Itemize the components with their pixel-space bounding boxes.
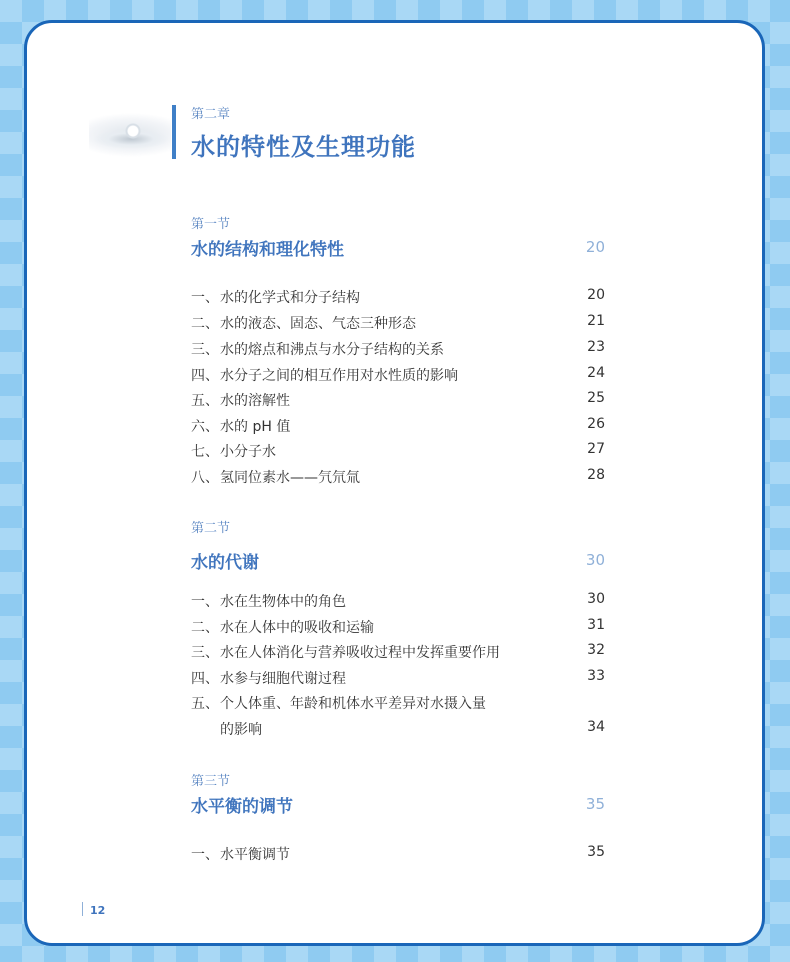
entry-number: 一、 bbox=[191, 290, 219, 306]
entry-page-number: 24 bbox=[587, 365, 605, 381]
entry-page-number: 32 bbox=[587, 642, 605, 658]
entry-number: 三、 bbox=[191, 645, 219, 661]
toc-entry[interactable] bbox=[191, 313, 605, 335]
entry-page-number: 26 bbox=[587, 416, 605, 432]
section-page-number: 30 bbox=[585, 551, 605, 569]
toc-entry[interactable] bbox=[191, 441, 605, 463]
section-label: 第一节 bbox=[191, 217, 231, 232]
entry-number: 七、 bbox=[191, 444, 219, 460]
footer-divider bbox=[82, 902, 83, 916]
entry-title: 水在人体消化与营养吸收过程中发挥重要作用 bbox=[220, 645, 500, 661]
entry-title: 水的 pH 值 bbox=[220, 419, 291, 435]
entry-number: 六、 bbox=[191, 419, 219, 435]
entry-page-number: 31 bbox=[587, 617, 605, 633]
entry-title: 个人体重、年龄和机体水平差异对水摄入量 bbox=[220, 696, 486, 712]
section-title: 水的结构和理化特性 bbox=[191, 240, 344, 260]
toc-entry-continuation[interactable] bbox=[191, 719, 605, 741]
entry-title: 氢同位素水——氕氘氚 bbox=[220, 470, 360, 486]
entry-page-number: 23 bbox=[587, 339, 605, 355]
toc-entry[interactable] bbox=[191, 467, 605, 489]
entry-title: 的影响 bbox=[220, 722, 262, 738]
toc-entry[interactable] bbox=[191, 642, 605, 664]
toc-entry[interactable] bbox=[191, 287, 605, 309]
toc-entry[interactable] bbox=[191, 591, 605, 613]
chapter-title: 水的特性及生理功能 bbox=[191, 133, 416, 161]
entry-title: 水在人体中的吸收和运输 bbox=[220, 620, 374, 636]
toc-entry[interactable] bbox=[191, 844, 605, 866]
entry-number: 四、 bbox=[191, 671, 219, 687]
entry-title: 水在生物体中的角色 bbox=[220, 594, 346, 610]
toc-entry[interactable] bbox=[191, 339, 605, 361]
toc-entry[interactable] bbox=[191, 365, 605, 387]
entry-number: 二、 bbox=[191, 620, 219, 636]
chapter-accent-bar bbox=[172, 105, 176, 159]
entry-page-number: 28 bbox=[587, 467, 605, 483]
entry-number: 八、 bbox=[191, 470, 219, 486]
entry-title: 水平衡调节 bbox=[220, 847, 290, 863]
toc-entry[interactable] bbox=[191, 668, 605, 690]
entry-title: 水的液态、固态、气态三种形态 bbox=[220, 316, 416, 332]
entry-number: 三、 bbox=[191, 342, 219, 358]
toc-entry[interactable] bbox=[191, 416, 605, 438]
chapter-header bbox=[89, 101, 489, 163]
footer-page-number: 12 bbox=[90, 904, 106, 917]
entry-title: 水分子之间的相互作用对水性质的影响 bbox=[220, 368, 458, 384]
entry-number: 四、 bbox=[191, 368, 219, 384]
entry-title: 水的化学式和分子结构 bbox=[220, 290, 360, 306]
entry-page-number: 21 bbox=[587, 313, 605, 329]
entry-title: 水的溶解性 bbox=[220, 393, 290, 409]
entry-page-number: 35 bbox=[587, 844, 605, 860]
section-page-number: 20 bbox=[585, 238, 605, 256]
entry-number: 一、 bbox=[191, 594, 219, 610]
entry-page-number: 20 bbox=[587, 287, 605, 303]
entry-number: 二、 bbox=[191, 316, 219, 332]
entry-title: 水的熔点和沸点与水分子结构的关系 bbox=[220, 342, 444, 358]
entry-page-number: 34 bbox=[587, 719, 605, 735]
entry-number: 五、 bbox=[191, 696, 219, 712]
entry-page-number: 27 bbox=[587, 441, 605, 457]
toc-entry[interactable] bbox=[191, 390, 605, 412]
entry-page-number: 30 bbox=[587, 591, 605, 607]
entry-page-number: 25 bbox=[587, 390, 605, 406]
section-label: 第三节 bbox=[191, 774, 231, 789]
section-title: 水平衡的调节 bbox=[191, 797, 293, 817]
water-drop-image bbox=[89, 101, 171, 161]
section-label: 第二节 bbox=[191, 521, 231, 536]
toc-entry[interactable] bbox=[191, 617, 605, 639]
book-page bbox=[24, 20, 765, 946]
toc-entry[interactable] bbox=[191, 693, 605, 715]
entry-number: 五、 bbox=[191, 393, 219, 409]
section-title: 水的代谢 bbox=[191, 553, 259, 573]
entry-title: 小分子水 bbox=[220, 444, 276, 460]
entry-title: 水参与细胞代谢过程 bbox=[220, 671, 346, 687]
chapter-label: 第二章 bbox=[191, 107, 231, 122]
entry-number: 一、 bbox=[191, 847, 219, 863]
entry-page-number: 33 bbox=[587, 668, 605, 684]
section-page-number: 35 bbox=[585, 795, 605, 813]
